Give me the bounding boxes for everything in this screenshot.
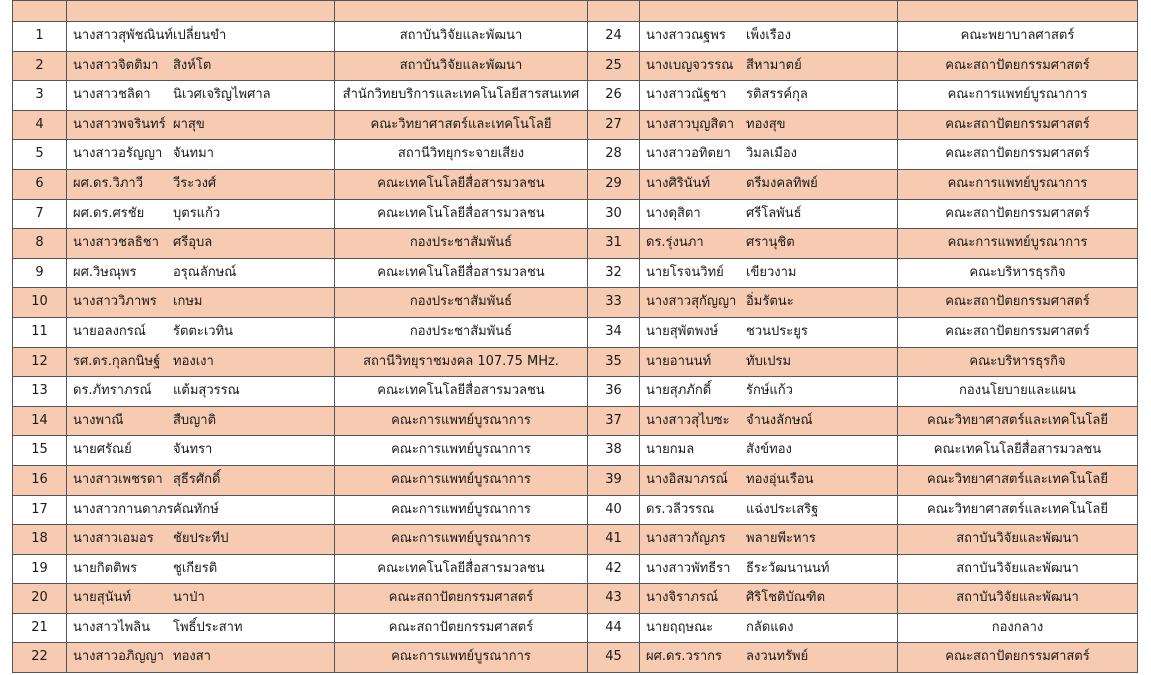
name-cell[interactable] [67, 584, 335, 614]
organization-cell[interactable]: สถานีวิทยุราชมงคล 107.75 MHz. [335, 347, 588, 377]
first-name: นางพาณี [73, 412, 124, 428]
row-number-cell[interactable]: 27 [588, 110, 640, 140]
header-cell [335, 1, 588, 22]
last-name: พลายพีะหาร [746, 531, 816, 547]
row-number-cell[interactable]: 10 [13, 288, 67, 318]
row-number-cell[interactable]: 40 [588, 495, 640, 525]
table-row [13, 169, 1138, 199]
last-name: สุธีรศักดิ์ [173, 471, 221, 487]
organization-cell[interactable]: คณะวิทยาศาสตร์และเทคโนโลยี [335, 110, 588, 140]
name-cell[interactable] [67, 495, 335, 525]
header-cell [898, 1, 1138, 22]
last-name: ธีระวัฒนานนท์ [746, 560, 830, 576]
table-row [13, 465, 1138, 495]
table-row [13, 229, 1138, 259]
name-cell[interactable] [67, 377, 335, 407]
organization-cell[interactable]: กองนโยบายและแผน [898, 377, 1138, 407]
last-name: รติสรรค์กุล [746, 87, 808, 103]
row-number-cell[interactable]: 36 [588, 377, 640, 407]
name-cell[interactable] [640, 199, 898, 229]
organization-cell[interactable]: คณะวิทยาศาสตร์และเทคโนโลยี [898, 495, 1138, 525]
last-name: ผาสุข [173, 116, 205, 132]
row-number-cell[interactable]: 12 [13, 347, 67, 377]
organization-cell[interactable]: คณะสถาปัตยกรรมศาสตร์ [335, 613, 588, 643]
last-name: เปลี่ยนขำ [173, 28, 227, 43]
row-number-cell[interactable]: 25 [588, 51, 640, 81]
last-name: เพ็งเรือง [746, 28, 791, 43]
first-name: นางสาวกัญภร [646, 531, 726, 547]
header-cell [588, 1, 640, 22]
organization-cell[interactable]: กองกลาง [898, 613, 1138, 643]
name-cell[interactable] [640, 377, 898, 407]
first-name: นางเบญจวรรณ [646, 57, 734, 73]
organization-cell[interactable]: สถานีวิทยุกระจายเสียง [335, 140, 588, 170]
header-cell [13, 1, 67, 22]
organization-cell[interactable]: คณะการแพทย์บูรณาการ [898, 229, 1138, 259]
name-cell[interactable] [640, 347, 898, 377]
table-row [13, 288, 1138, 318]
row-number-cell[interactable]: 26 [588, 81, 640, 111]
first-name: นางสาวจิตติมา [73, 57, 159, 73]
last-name: ทองอุ่นเรือน [746, 471, 814, 487]
table-row [13, 436, 1138, 466]
last-name: จันทมา [173, 146, 214, 162]
row-number-cell[interactable]: 24 [588, 22, 640, 52]
first-name: นายอลงกรณ์ [73, 323, 146, 339]
last-name: บุตรแก้ว [173, 205, 221, 221]
first-name: รศ.ดร.กุลกนิษฐ์ [73, 353, 161, 369]
organization-cell[interactable]: คณะสถาปัตยกรรมศาสตร์ [335, 584, 588, 614]
first-name: นางสาวสุไบซะ [646, 412, 730, 428]
last-name: สีหามาตย์ [746, 57, 802, 73]
first-name: นางสาวสุพัชณินท์ [73, 28, 173, 43]
organization-cell[interactable]: คณะเทคโนโลยีสื่อสารมวลชน [335, 377, 588, 407]
first-name: นายศรัณย์ [73, 442, 132, 458]
first-name: นางสาวบุญสิตา [646, 116, 735, 132]
row-number-cell[interactable]: 6 [13, 169, 67, 199]
last-name: ชูเกียรติ [173, 560, 218, 576]
name-cell[interactable] [67, 288, 335, 318]
name-cell[interactable] [640, 317, 898, 347]
row-number-cell[interactable]: 41 [588, 525, 640, 555]
row-number-cell[interactable]: 7 [13, 199, 67, 229]
organization-cell[interactable]: คณะเทคโนโลยีสื่อสารมวลชน [335, 554, 588, 584]
row-number-cell[interactable]: 14 [13, 406, 67, 436]
organization-cell[interactable]: คณะเทคโนโลยีสื่อสารมวลชน [335, 199, 588, 229]
name-cell[interactable] [67, 406, 335, 436]
organization-cell[interactable]: คณะการแพทย์บูรณาการ [335, 495, 588, 525]
name-cell[interactable] [640, 406, 898, 436]
table-row [13, 525, 1138, 555]
first-name: นายสุภภักดิ์ [646, 383, 712, 399]
first-name: นางอิสมาภรณ์ [646, 471, 728, 487]
spreadsheet [12, 0, 1138, 673]
first-name: ดร.วลีวรรณ [646, 501, 715, 517]
last-name: ศรานุชิต [746, 235, 795, 251]
organization-cell[interactable]: คณะพยาบาลศาสตร์ [898, 22, 1138, 52]
table-row [13, 347, 1138, 377]
last-name: คัณทักษ์ [173, 501, 219, 517]
table-row [13, 584, 1138, 614]
table-row [13, 110, 1138, 140]
organization-cell[interactable]: คณะเทคโนโลยีสื่อสารมวลชน [898, 436, 1138, 466]
row-number-cell[interactable]: 39 [588, 465, 640, 495]
table-row [13, 22, 1138, 52]
first-name: นายอานนท์ [646, 353, 712, 369]
name-cell[interactable] [640, 229, 898, 259]
last-name: นิเวศเจริญไพศาล [173, 87, 271, 103]
last-name: อิ่มรัตนะ [746, 294, 794, 310]
name-cell[interactable] [67, 229, 335, 259]
table-row [13, 377, 1138, 407]
name-cell[interactable] [640, 495, 898, 525]
last-name: นาป่า [173, 590, 205, 606]
row-number-cell[interactable]: 32 [588, 258, 640, 288]
name-cell[interactable] [67, 525, 335, 555]
organization-cell[interactable]: คณะการแพทย์บูรณาการ [335, 406, 588, 436]
organization-cell[interactable]: สถาบันวิจัยและพัฒนา [335, 51, 588, 81]
organization-cell[interactable]: คณะสถาปัตยกรรมศาสตร์ [898, 110, 1138, 140]
first-name: นางสาวเอมอร [73, 531, 154, 547]
organization-cell[interactable]: คณะการแพทย์บูรณาการ [335, 525, 588, 555]
name-cell[interactable] [640, 643, 898, 673]
first-name: นายกิตติพร [73, 560, 138, 576]
name-cell[interactable] [640, 51, 898, 81]
last-name: ทองเงา [173, 353, 214, 369]
first-name: ผศ.ดร.วรากร [646, 649, 722, 665]
row-number-cell[interactable]: 17 [13, 495, 67, 525]
organization-cell[interactable]: คณะสถาปัตยกรรมศาสตร์ [898, 317, 1138, 347]
organization-cell[interactable]: กองประชาสัมพันธ์ [335, 229, 588, 259]
participant-table [12, 0, 1138, 673]
row-number-cell[interactable]: 37 [588, 406, 640, 436]
organization-cell[interactable]: คณะการแพทย์บูรณาการ [335, 643, 588, 673]
last-name: ศิริโชติบัณฑิต [746, 590, 826, 606]
row-number-cell[interactable]: 19 [13, 554, 67, 584]
organization-cell[interactable]: คณะบริหารธุรกิจ [898, 258, 1138, 288]
last-name: จำนงลักษณ์ [746, 412, 813, 428]
organization-cell[interactable]: สถาบันวิจัยและพัฒนา [335, 22, 588, 52]
row-number-cell[interactable]: 31 [588, 229, 640, 259]
organization-cell[interactable]: สถาบันวิจัยและพัฒนา [898, 584, 1138, 614]
last-name: วิมลเมือง [746, 146, 798, 162]
row-number-cell[interactable]: 2 [13, 51, 67, 81]
last-name: ลงวนทรัพย์ [746, 649, 809, 665]
name-cell[interactable] [640, 140, 898, 170]
name-cell[interactable] [67, 465, 335, 495]
row-number-cell[interactable]: 13 [13, 377, 67, 407]
first-name: นางสาววิภาพร [73, 294, 157, 310]
last-name: โพธิ์ประสาท [173, 619, 243, 635]
name-cell[interactable] [640, 465, 898, 495]
last-name: กลัดแดง [746, 619, 794, 635]
last-name: สิงห์โต [173, 57, 212, 73]
first-name: นางสาวสุกัญญา [646, 294, 737, 310]
name-cell[interactable] [640, 81, 898, 111]
name-cell[interactable] [67, 199, 335, 229]
last-name: แฉ่งประเสริฐ [746, 501, 819, 517]
table-row [13, 140, 1138, 170]
first-name: นางสาวอทิตยา [646, 146, 731, 162]
first-name: นางสาวไพลิน [73, 619, 151, 635]
table-row [13, 406, 1138, 436]
last-name: วีระวงศ์ [173, 175, 217, 191]
name-cell[interactable] [640, 554, 898, 584]
first-name: นายกมล [646, 442, 695, 458]
organization-cell[interactable]: คณะสถาปัตยกรรมศาสตร์ [898, 199, 1138, 229]
first-name: นางสาวอภิญญา [73, 649, 164, 665]
row-number-cell[interactable]: 18 [13, 525, 67, 555]
row-number-cell[interactable]: 21 [13, 613, 67, 643]
table-row [13, 51, 1138, 81]
last-name: อรุณลักษณ์ [173, 264, 237, 280]
last-name: ทับเปรม [746, 353, 792, 369]
organization-cell[interactable]: คณะเทคโนโลยีสื่อสารมวลชน [335, 169, 588, 199]
organization-cell[interactable]: คณะสถาปัตยกรรมศาสตร์ [898, 643, 1138, 673]
first-name: นางสาวชลธิชา [73, 235, 159, 251]
name-cell[interactable] [67, 347, 335, 377]
table-row [13, 258, 1138, 288]
organization-cell[interactable]: สถาบันวิจัยและพัฒนา [898, 525, 1138, 555]
row-number-cell[interactable]: 45 [588, 643, 640, 673]
header-cell [67, 1, 335, 22]
row-number-cell[interactable]: 35 [588, 347, 640, 377]
organization-cell[interactable]: คณะสถาปัตยกรรมศาสตร์ [898, 51, 1138, 81]
last-name: ทองสุข [746, 116, 786, 132]
last-name: ศรีโลพันธ์ [746, 205, 802, 221]
table-row [13, 81, 1138, 111]
row-number-cell[interactable]: 28 [588, 140, 640, 170]
organization-cell[interactable]: คณะการแพทย์บูรณาการ [898, 81, 1138, 111]
name-cell[interactable] [67, 81, 335, 111]
name-cell[interactable] [67, 554, 335, 584]
row-number-cell[interactable]: 30 [588, 199, 640, 229]
row-number-cell[interactable]: 15 [13, 436, 67, 466]
last-name: ชัยประทีป [173, 531, 229, 547]
organization-cell[interactable]: สถาบันวิจัยและพัฒนา [898, 554, 1138, 584]
name-cell[interactable] [67, 613, 335, 643]
last-name: รักษ์แก้ว [746, 383, 793, 399]
first-name: นายสุนันท์ [73, 590, 132, 606]
row-number-cell[interactable]: 3 [13, 81, 67, 111]
name-cell[interactable] [67, 51, 335, 81]
name-cell[interactable] [640, 110, 898, 140]
name-cell[interactable] [67, 110, 335, 140]
organization-cell[interactable]: สำนักวิทยบริการและเทคโนโลยีสารสนเทศ [335, 81, 588, 111]
row-number-cell[interactable]: 4 [13, 110, 67, 140]
name-cell[interactable] [640, 584, 898, 614]
name-cell[interactable] [640, 436, 898, 466]
first-name: นายสุพัตพงษ์ [646, 323, 719, 339]
row-number-cell[interactable]: 44 [588, 613, 640, 643]
row-number-cell[interactable]: 9 [13, 258, 67, 288]
first-name: ดร.ภัทราภรณ์ [73, 383, 152, 399]
last-name: ตรีมงคลทิพย์ [746, 175, 818, 191]
name-cell[interactable] [67, 169, 335, 199]
last-name: ทองสา [173, 649, 211, 665]
name-cell[interactable] [640, 258, 898, 288]
row-number-cell[interactable]: 34 [588, 317, 640, 347]
first-name: นายฤฤษณะ [646, 619, 714, 635]
last-name: ศรีอุบล [173, 235, 213, 251]
row-number-cell[interactable]: 8 [13, 229, 67, 259]
first-name: นางสาวกานดาภร [73, 501, 174, 517]
name-cell[interactable] [67, 317, 335, 347]
name-cell[interactable] [67, 436, 335, 466]
first-name: นางดุสิตา [646, 205, 701, 221]
organization-cell[interactable]: คณะการแพทย์บูรณาการ [898, 169, 1138, 199]
table-row [13, 643, 1138, 673]
first-name: ผศ.ดร.ศรชัย [73, 205, 145, 221]
last-name: สังข์ทอง [746, 442, 792, 458]
header-cell [640, 1, 898, 22]
row-number-cell[interactable]: 33 [588, 288, 640, 318]
row-number-cell[interactable]: 38 [588, 436, 640, 466]
organization-cell[interactable]: คณะวิทยาศาสตร์และเทคโนโลยี [898, 465, 1138, 495]
row-number-cell[interactable]: 11 [13, 317, 67, 347]
row-number-cell[interactable]: 1 [13, 22, 67, 52]
first-name: นางสาวอรัญญา [73, 146, 163, 162]
table-row [13, 317, 1138, 347]
organization-cell[interactable]: คณะสถาปัตยกรรมศาสตร์ [898, 140, 1138, 170]
last-name: แต้มสุวรรณ [173, 383, 240, 399]
name-cell[interactable] [67, 643, 335, 673]
first-name: ดร.รุ่งนภา [646, 235, 704, 251]
first-name: นางสาวพจรินทร์ [73, 116, 166, 132]
organization-cell[interactable]: กองประชาสัมพันธ์ [335, 317, 588, 347]
name-cell[interactable] [640, 288, 898, 318]
organization-cell[interactable]: คณะการแพทย์บูรณาการ [335, 436, 588, 466]
organization-cell[interactable]: กองประชาสัมพันธ์ [335, 288, 588, 318]
name-cell[interactable] [67, 22, 335, 52]
first-name: ผศ.วิษณุพร [73, 264, 137, 280]
organization-cell[interactable]: คณะวิทยาศาสตร์และเทคโนโลยี [898, 406, 1138, 436]
first-name: นางสาวชลิดา [73, 87, 151, 103]
name-cell[interactable] [640, 169, 898, 199]
row-number-cell[interactable]: 5 [13, 140, 67, 170]
last-name: ชวนประยูร [746, 323, 808, 339]
row-number-cell[interactable]: 29 [588, 169, 640, 199]
organization-cell[interactable]: คณะเทคโนโลยีสื่อสารมวลชน [335, 258, 588, 288]
name-cell[interactable] [67, 140, 335, 170]
last-name: จันทรา [173, 442, 213, 458]
first-name: นางสาวณฐพร [646, 28, 726, 43]
last-name: เกษม [173, 294, 203, 310]
table-row [13, 199, 1138, 229]
first-name: นางสาวณัฐชา [646, 87, 727, 103]
table-row [13, 495, 1138, 525]
name-cell[interactable] [640, 22, 898, 52]
last-name: เขียวงาม [746, 264, 797, 280]
row-number-cell[interactable]: 22 [13, 643, 67, 673]
name-cell[interactable] [640, 525, 898, 555]
first-name: นางสาวเพชรดา [73, 471, 163, 487]
last-name: รัตตะเวทิน [173, 323, 234, 339]
first-name: นางสาวพัทธีรา [646, 560, 731, 576]
first-name: นางศิรินันท์ [646, 175, 711, 191]
row-number-cell[interactable]: 16 [13, 465, 67, 495]
first-name: นางจิราภรณ์ [646, 590, 719, 606]
first-name: นายโรจนวิทย์ [646, 264, 724, 280]
row-number-cell[interactable]: 20 [13, 584, 67, 614]
organization-cell[interactable]: คณะการแพทย์บูรณาการ [335, 465, 588, 495]
row-number-cell[interactable]: 43 [588, 584, 640, 614]
first-name: ผศ.ดร.วิภาวี [73, 175, 144, 191]
table-row [13, 613, 1138, 643]
organization-cell[interactable]: คณะบริหารธุรกิจ [898, 347, 1138, 377]
organization-cell[interactable]: คณะสถาปัตยกรรมศาสตร์ [898, 288, 1138, 318]
name-cell[interactable] [67, 258, 335, 288]
name-cell[interactable] [640, 613, 898, 643]
row-number-cell[interactable]: 42 [588, 554, 640, 584]
header-row [13, 1, 1138, 22]
table-row [13, 554, 1138, 584]
last-name: สืบญาติ [173, 412, 217, 428]
